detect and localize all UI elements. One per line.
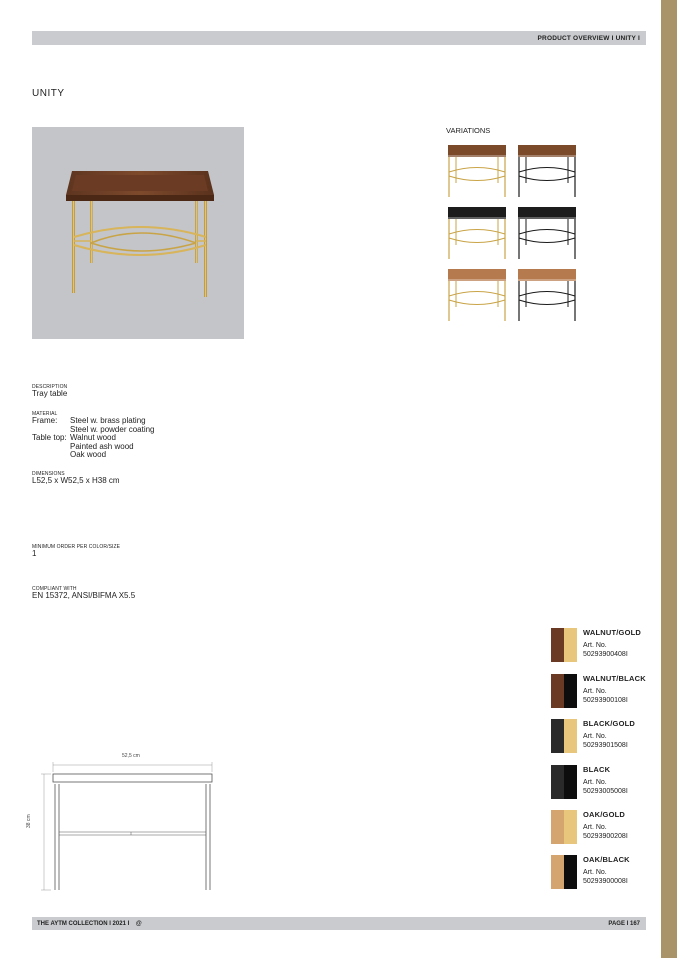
swatch-art-number: 50293900408I (583, 651, 628, 658)
swatch-art-label: Art. No. (583, 688, 607, 695)
page-title: UNITY (32, 88, 65, 99)
color-swatch (551, 810, 577, 844)
swatch-art-number: 50293005008I (583, 788, 628, 795)
compliance-value: EN 15372, ANSI/BIFMA X5.5 (32, 591, 136, 600)
color-swatch (551, 765, 577, 799)
drawing-height-label: 38 cm (26, 814, 32, 828)
product-image (32, 127, 244, 339)
header-bar (32, 31, 646, 45)
swatch-art-number: 50293900008I (583, 878, 628, 885)
tray-table-illustration (32, 127, 244, 339)
color-swatch (551, 855, 577, 889)
swatch-frame-color (564, 628, 577, 662)
dimensions-block (32, 471, 120, 486)
swatch-top-color (551, 810, 564, 844)
drawing-width-label: 52,5 cm (122, 753, 140, 759)
description-value: Tray table (32, 389, 68, 398)
swatch-name: OAK/BLACK (583, 855, 630, 864)
dimension-drawing (26, 750, 226, 895)
material-frame-value: Steel w. powder coating (70, 424, 155, 434)
header-section: PRODUCT OVERVIEW I UNITY I (537, 35, 640, 42)
swatch-art-number: 50293900208I (583, 833, 628, 840)
material-top-value: Walnut wood (70, 433, 116, 442)
variation-oak-gold (446, 267, 508, 323)
swatch-top-color (551, 855, 564, 889)
swatch-art-label: Art. No. (583, 779, 607, 786)
description-block (32, 384, 67, 399)
variation-black-black (516, 205, 578, 261)
swatch-entry (551, 628, 651, 666)
swatch-top-color (551, 674, 564, 708)
swatch-top-color (551, 765, 564, 799)
material-top-key: Table top: (32, 433, 67, 442)
swatch-article (583, 732, 628, 750)
swatch-art-label: Art. No. (583, 824, 607, 831)
side-stripe (661, 0, 677, 958)
dimensions-label: DIMENSIONS (32, 471, 65, 477)
material-top-value: Oak wood (70, 450, 107, 459)
swatch-entry (551, 719, 651, 757)
footer-collection: THE AYTM COLLECTION I 2021 I @ (37, 920, 142, 927)
swatch-name: WALNUT/BLACK (583, 674, 646, 683)
swatch-art-number: 50293900108I (583, 697, 628, 704)
minimum-order-value: 1 (32, 549, 37, 558)
color-swatch (551, 719, 577, 753)
variation-walnut-black (516, 143, 578, 199)
description-label: DESCRIPTION (32, 384, 68, 390)
minimum-order-block (32, 544, 120, 559)
compliance-label: COMPLIANT WITH (32, 586, 77, 592)
swatch-top-color (551, 628, 564, 662)
material-block (32, 411, 232, 460)
swatch-frame-color (564, 719, 577, 753)
material-label: MATERIAL (32, 411, 58, 417)
swatch-art-number: 50293901508I (583, 742, 628, 749)
footer-logo-icon: @ (135, 920, 142, 927)
variation-oak-black (516, 267, 578, 323)
swatch-name: OAK/GOLD (583, 810, 626, 819)
technical-drawing (26, 750, 226, 895)
swatch-name: BLACK (583, 765, 611, 774)
variations-label: VARIATIONS (446, 126, 491, 135)
swatch-article (583, 778, 628, 796)
swatch-art-label: Art. No. (583, 733, 607, 740)
swatch-frame-color (564, 810, 577, 844)
swatch-article (583, 868, 628, 886)
color-swatch (551, 628, 577, 662)
dimensions-value: L52,5 x W52,5 x H38 cm (32, 476, 120, 485)
swatch-article (583, 687, 628, 705)
footer-page-number: PAGE I 167 (608, 920, 640, 927)
swatch-entry (551, 855, 651, 893)
swatch-art-label: Art. No. (583, 869, 607, 876)
swatch-name: WALNUT/GOLD (583, 628, 642, 637)
swatch-top-color (551, 719, 564, 753)
swatch-article (583, 823, 628, 841)
swatch-entry (551, 765, 651, 803)
footer-bar (32, 917, 646, 930)
swatch-entry (551, 810, 651, 848)
color-swatch (551, 674, 577, 708)
swatch-frame-color (564, 674, 577, 708)
material-top-value: Painted ash wood (70, 441, 134, 451)
swatch-frame-color (564, 765, 577, 799)
swatch-frame-color (564, 855, 577, 889)
compliance-block (32, 586, 135, 601)
material-frame-key: Frame: (32, 416, 58, 425)
swatch-art-label: Art. No. (583, 642, 607, 649)
minimum-order-label: MINIMUM ORDER PER COLOR/SIZE (32, 544, 121, 550)
variation-black-gold (446, 205, 508, 261)
swatch-entry (551, 674, 651, 712)
swatch-name: BLACK/GOLD (583, 719, 635, 728)
material-frame-value: Steel w. brass plating (70, 416, 146, 425)
swatch-article (583, 641, 628, 659)
variation-walnut-gold (446, 143, 508, 199)
